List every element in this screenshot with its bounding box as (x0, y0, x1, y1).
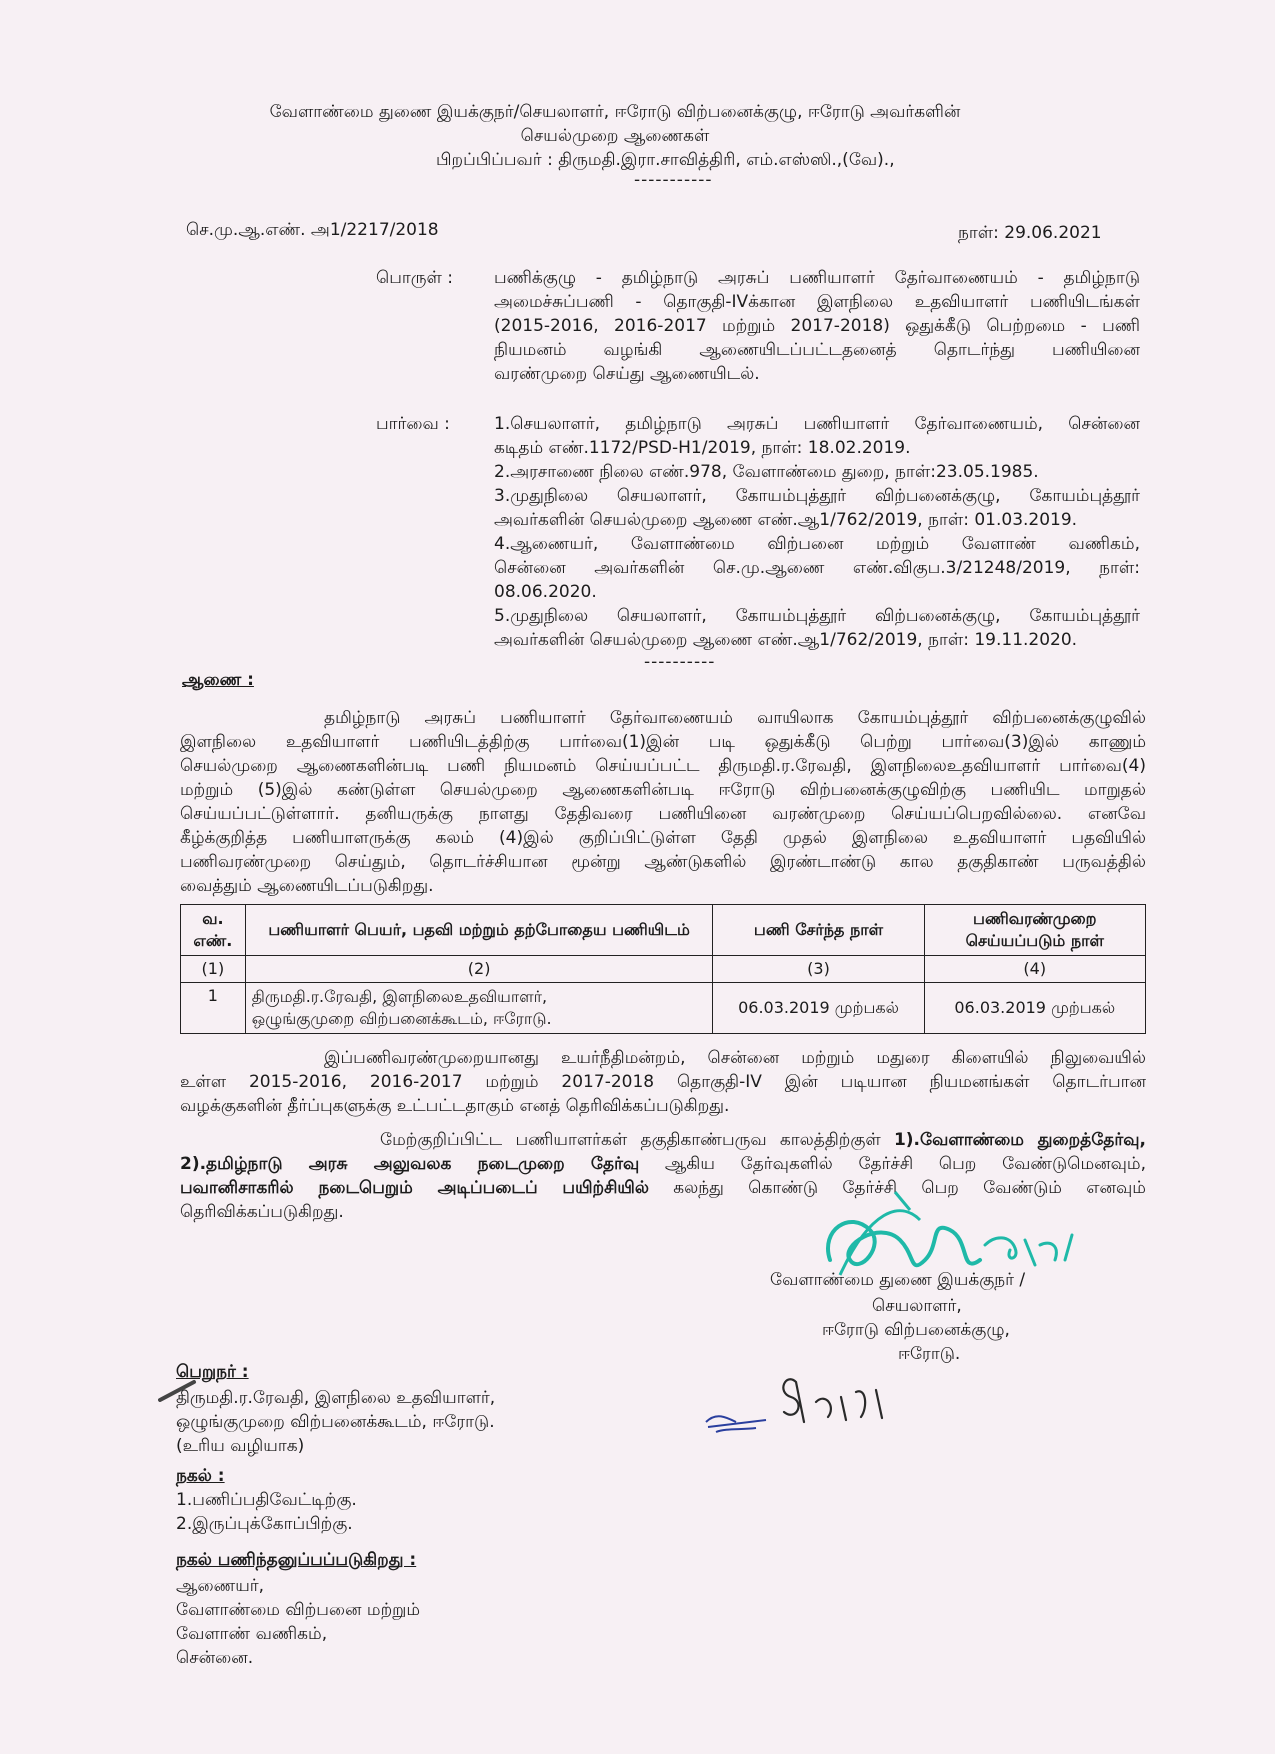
header-line1: வேளாண்மை துணை இயக்குநர்/செயலாளர், ஈரோடு விற்பனைக்குழு, ஈரோடு அவர்களின் (269, 102, 961, 122)
paragraph-line: பணிவரண்முறை செய்தும், தொடர்ச்சியான மூன்று ஆண்டுகளில் இரண்டாண்டு கால தகுதிகாண் பருவத்தில் (180, 852, 1146, 872)
pen-tick-mark (158, 1378, 198, 1402)
reference-line: 1.செயலாளர், தமிழ்நாடு அரசுப் பணியாளர் தேர்வாணையம், சென்னை (494, 414, 1140, 434)
paragraph-line: கீழ்க்குறித்த பணியாளருக்கு கலம் (4)இல் குறிப்பிட்டுள்ள தேதி முதல் இளநிலை உதவியாளர் பதவியில் (180, 828, 1146, 848)
header-joined: பணி சேர்ந்த நாள் (713, 905, 924, 956)
exam-text-bold: 1).வேளாண்மை துறைத்தேர்வு, (893, 1130, 1146, 1150)
order-paragraph (180, 706, 1146, 898)
copy-submitted-line: வேளாண் வணிகம், (176, 1624, 328, 1644)
copy-submitted-line: சென்னை. (176, 1648, 254, 1668)
exam-text-bold: பவானிசாகரில் நடைபெறும் அடிப்படைப் பயிற்சியில் (180, 1178, 649, 1198)
references-separator: ---------- (644, 652, 716, 672)
reference-line: அவர்களின் செயல்முறை ஆணை எண்.ஆ1/762/2019, நாள்: 19.11.2020. (494, 630, 1078, 650)
paragraph-line: உள்ள 2015-2016, 2016-2017 மற்றும் 2017-2018 தொகுதி-IV இன் படியான நியமனங்கள் தொடர்பான (180, 1072, 1146, 1092)
header-line2: செயல்முறை ஆணைகள் (520, 126, 710, 146)
reference-line: 2.அரசாணை நிலை எண்.978, வேளாண்மை துறை, நாள்:23.05.1985. (494, 462, 1039, 482)
cell-name (245, 983, 713, 1034)
signatory-title: வேளாண்மை துணை இயக்குநர் / (770, 1270, 1026, 1290)
subject-line: பணிக்குழு - தமிழ்நாடு அரசுப் பணியாளர் தேர்வாணையம் - தமிழ்நாடு (494, 268, 1140, 288)
cell-name-line2: ஒழுங்குமுறை விற்பனைக்கூடம், ஈரோடு. (251, 1009, 552, 1028)
reference-line: சென்னை அவர்களின் செ.மு.ஆணை எண்.விகுப.3/21248/2019, நாள்: (494, 558, 1140, 578)
reference-line: 4.ஆணையர், வேளாண்மை விற்பனை மற்றும் வேளாண் வணிகம், (494, 534, 1140, 554)
cell-joined: 06.03.2019 முற்பகல் (713, 983, 924, 1034)
signatory-place: ஈரோடு. (898, 1344, 961, 1364)
subject-text (494, 266, 1140, 386)
subject-line: நியமனம் வழங்கி ஆணையிடப்பட்டதனைத் தொடர்ந்து பணியினை (494, 340, 1140, 360)
order-date: நாள்: 29.06.2021 (958, 223, 1102, 243)
signatory-designation: செயலாளர், (872, 1296, 962, 1316)
table-row (181, 983, 1146, 1034)
table-colnum-row (181, 956, 1146, 983)
reference-line: கடிதம் எண்.1172/PSD-H1/2019, நாள்: 18.02.2019. (494, 438, 911, 458)
cell-name-line1: திருமதி.ர.ரேவதி, இளநிலைஉதவியாளர், (251, 987, 548, 1006)
copy-line: 1.பணிப்பதிவேட்டிற்கு. (176, 1490, 357, 1510)
copy-block (176, 1488, 357, 1536)
paragraph-line: செய்யப்பட்டுள்ளார். தனியருக்கு நாளது தேதிவரை பணியினை வரண்முறை செய்யப்பெறவில்லை. எனவே (180, 804, 1146, 824)
recipient-line: (உரிய வழியாக) (176, 1436, 305, 1456)
cell-sno: 1 (181, 983, 246, 1034)
paragraph-line: செயல்முறை ஆணைகளின்படி பணி நியமனம் செய்யப்பட்ட திருமதி.ர.ரேவதி, இளநிலைஉதவியாளர் பார்வை(4) (180, 756, 1146, 776)
cell-regularised: 06.03.2019 முற்பகல் (924, 983, 1145, 1034)
references-text (494, 412, 1140, 652)
references-label: பார்வை : (376, 414, 450, 434)
header-sno: வ. எண். (181, 905, 246, 956)
recipient-block (176, 1386, 495, 1458)
signatory-office: ஈரோடு விற்பனைக்குழு, (822, 1320, 1010, 1340)
handwritten-initials-image (696, 1362, 936, 1442)
paragraph-line: வைத்தும் ஆணையிடப்படுகிறது. (180, 876, 434, 896)
copy-submitted-block (176, 1574, 420, 1670)
paragraph-line (180, 1128, 1146, 1152)
paragraph-line: தெரிவிக்கப்படுகிறது. (180, 1202, 344, 1222)
subject-line: அமைச்சுப்பணி - தொகுதி-IVக்கான இளநிலை உதவியாளர் பணியிடங்கள் (494, 292, 1140, 312)
paragraph-line: இளநிலை உதவியாளர் பணியிடத்திற்கு பார்வை(1)இன் படி ஒதுக்கீடு பெற்று பார்வை(3)இல் காணும் (180, 732, 1146, 752)
recipient-line: திருமதி.ர.ரேவதி, இளநிலை உதவியாளர், (176, 1388, 496, 1408)
reference-number: செ.மு.ஆ.எண். அ1/2217/2018 (186, 220, 439, 240)
reference-line: அவர்களின் செயல்முறை ஆணை எண்.ஆ1/762/2019, நாள்: 01.03.2019. (494, 510, 1078, 530)
paragraph-line: வழக்குகளின் தீர்ப்புகளுக்கு உட்பட்டதாகும் எனத் தெரிவிக்கப்படுகிறது. (180, 1096, 730, 1116)
subject-line: வரண்முறை செய்து ஆணையிடல். (494, 364, 760, 384)
copy-submitted-line: ஆணையர், (176, 1576, 265, 1596)
header-separator: ----------- (634, 170, 713, 190)
subject-label: பொருள் : (376, 268, 453, 288)
order-heading: ஆணை : (182, 670, 254, 690)
reference-line: 08.06.2020. (494, 582, 597, 602)
paragraph-line (180, 1152, 1146, 1176)
copy-heading: நகல் : (176, 1466, 225, 1486)
header-name: பணியாளர் பெயர், பதவி மற்றும் தற்போதைய பணியிடம் (245, 905, 713, 956)
reference-line: 3.முதுநிலை செயலாளர், கோயம்புத்தூர் விற்பனைக்குழு, கோயம்புத்தூர் (494, 486, 1140, 506)
table-header-row (181, 905, 1146, 956)
colnum-1: (1) (181, 956, 246, 983)
colnum-2: (2) (245, 956, 713, 983)
colnum-4: (4) (924, 956, 1145, 983)
subject-line: (2015-2016, 2016-2017 மற்றும் 2017-2018) ஒதுக்கீடு பெற்றமை - பணி (494, 316, 1140, 336)
copy-submitted-heading: நகல் பணிந்தனுப்பப்படுகிறது : (176, 1550, 417, 1570)
exam-text: கலந்து கொண்டு தேர்ச்சி பெற வேண்டும் எனவும் (648, 1178, 1146, 1198)
recipient-heading: பெறுநர் : (176, 1362, 249, 1382)
exam-text: ஆகிய தேர்வுகளில் தேர்ச்சி பெற வேண்டுமெனவும், (639, 1154, 1146, 1174)
paragraph-line: இப்பணிவரண்முறையானது உயர்நீதிமன்றம், சென்னை மற்றும் மதுரை கிளையில் நிலுவையில் (324, 1048, 1146, 1068)
recipient-line: ஒழுங்குமுறை விற்பனைக்கூடம், ஈரோடு. (176, 1412, 495, 1432)
exam-text: மேற்குறிப்பிட்ட பணியாளர்கள் தகுதிகாண்பருவ காலத்திற்குள் (380, 1130, 894, 1150)
colnum-3: (3) (713, 956, 924, 983)
regularisation-table (180, 904, 1146, 1034)
reference-line: 5.முதுநிலை செயலாளர், கோயம்புத்தூர் விற்பனைக்குழு, கோயம்புத்தூர் (494, 606, 1140, 626)
copy-line: 2.இருப்புக்கோப்பிற்கு. (176, 1514, 353, 1534)
copy-submitted-line: வேளாண்மை விற்பனை மற்றும் (176, 1600, 421, 1620)
paragraph-line: மற்றும் (5)இல் கண்டுள்ள செயல்முறை ஆணைகளின்படி ஈரோடு விற்பனைக்குழுவிற்கு பணியிட மாறுதல் (180, 780, 1146, 800)
issuer-line: பிறப்பிப்பவர் : திருமதி.இரா.சாவித்திரி, எம்.எஸ்ஸி.,(வே)., (436, 150, 895, 170)
paragraph-line: தமிழ்நாடு அரசுப் பணியாளர் தேர்வாணையம் வாயிலாக கோயம்புத்தூர் விற்பனைக்குழுவில் (324, 708, 1146, 728)
exam-text-bold: 2).தமிழ்நாடு அரசு அலுவலக நடைமுறை தேர்வு (180, 1154, 640, 1174)
court-paragraph (180, 1046, 1146, 1118)
header-regularised: பணிவரண்முறை செய்யப்படும் நாள் (924, 905, 1145, 956)
